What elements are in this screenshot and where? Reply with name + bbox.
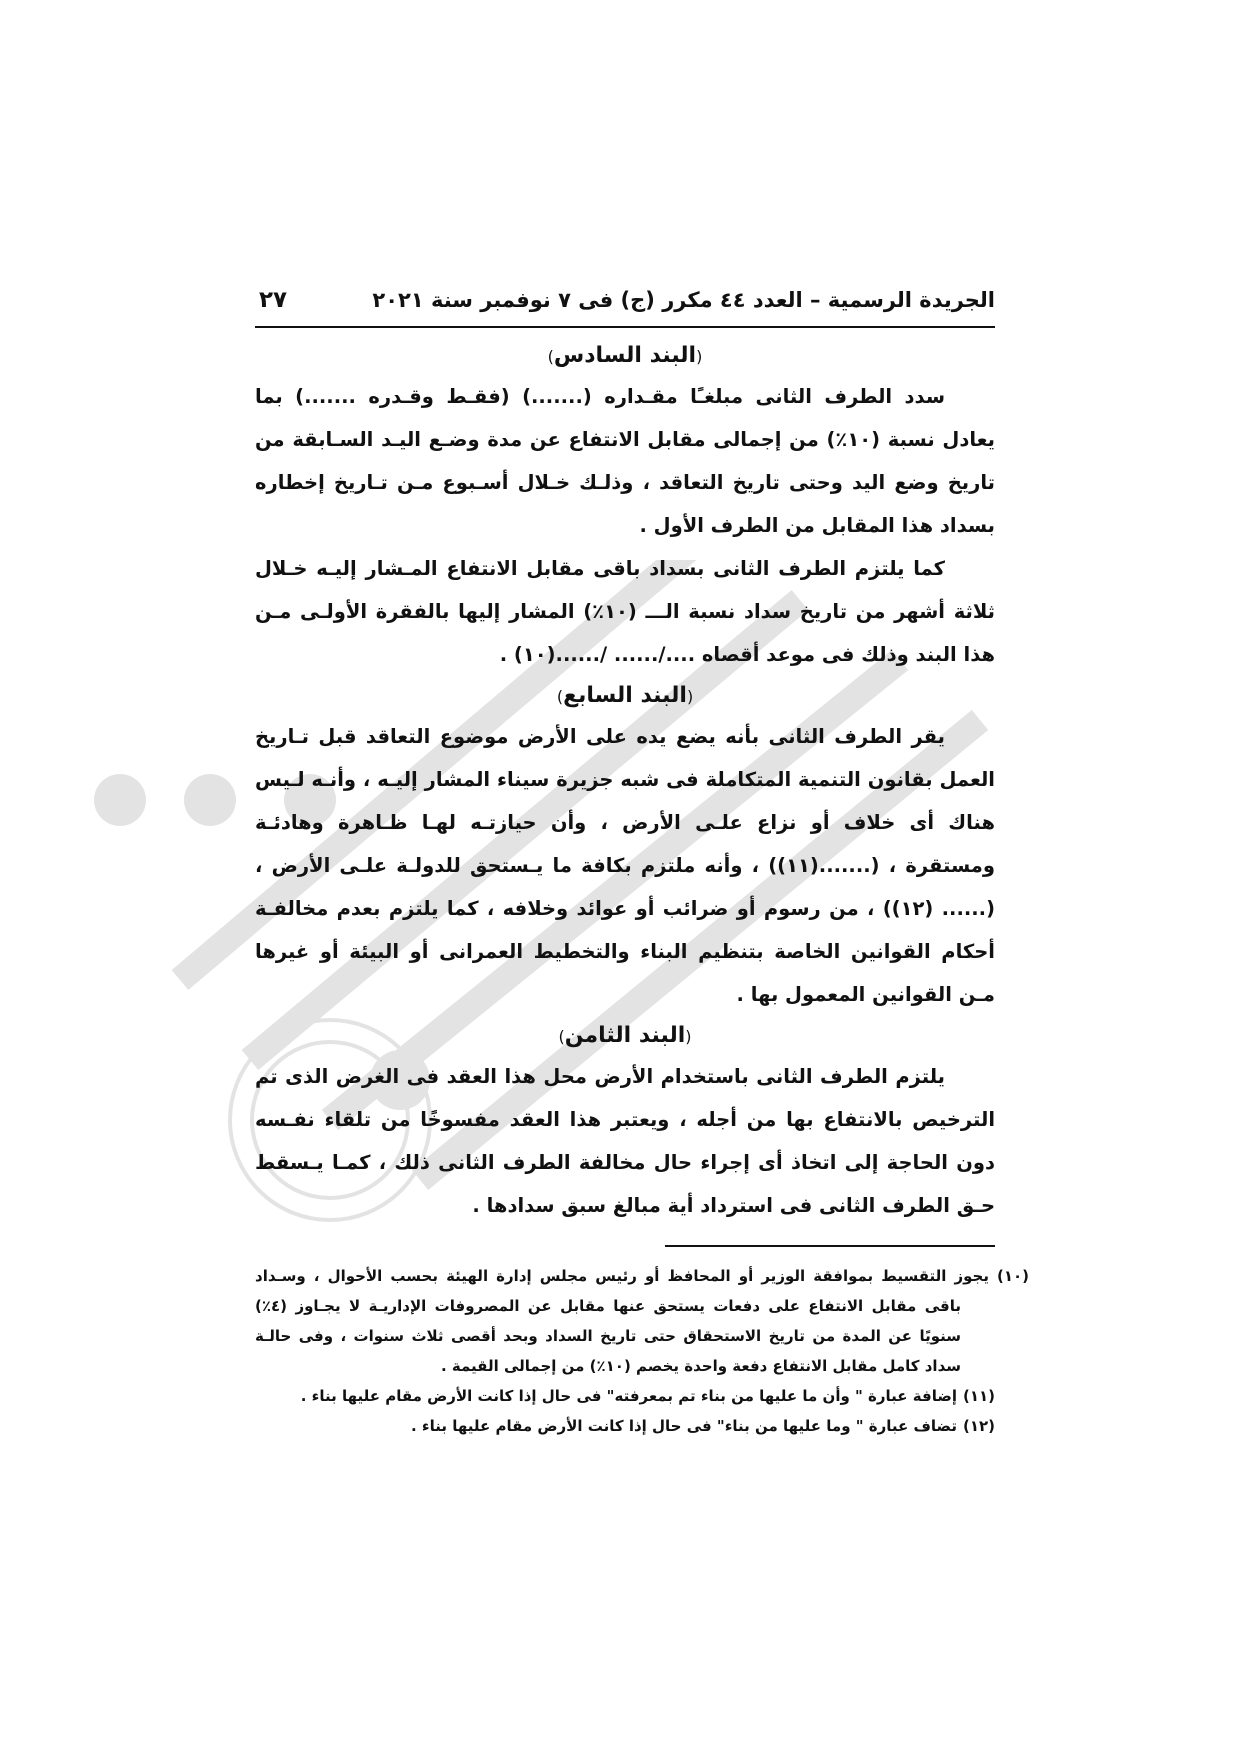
page-number: ٢٧: [259, 287, 288, 313]
section-title: البند الثامن: [564, 1023, 686, 1048]
gazette-title: الجريدة الرسمية – العدد ٤٤ مكرر (ج) فى ٧ نوفمبر سنة ٢٠٢١: [372, 288, 995, 312]
footnote-12: [255, 1411, 995, 1441]
footnote-10: (١٠)يجوز التقسيط بموافقة الوزير أو المحافظ أو رئيس مجلس إدارة الهيئة بحسب الأحوال ، وسـداد باقى مقابل الانتفاع على دفعات يستحق عنها مقابل عن المصروفات الإداريـة لا يجـاوز (٤٪) سنويًا عن المدة من تاريخ الاستحقاق حتى تاريخ السداد وبحد أقصى ثلاث سنوات ، وفى حالـة سداد كامل مقابل الانتفاع دفعة واحدة يخصم (١٠٪) من إجمالى القيمة .: [255, 1267, 1029, 1375]
section-title: البند السادس: [553, 343, 697, 368]
section-7-paragraph-1: يقر الطرف الثانى بأنه يضع يده على الأرض موضوع التعاقد قبل تـاريخ العمل بقانون التنمية المتكاملة فى شبه جزيرة سيناء المشار إليـه ، وأنـه لـيس هناك أى خلاف أو نزاع علـى الأرض ، وأن حيازتـه لهـا ظـاهرة وهادئـة ومستقرة ، (.......(١١)) ، وأنه ملتزم بكافة ما يـستحق للدولـة علـى الأرض ، (...... (١٢)) ، من رسوم أو ضرائب أو عوائد وخلافه ، كما يلتزم بعدم مخالفـة أحكام القوانين الخاصة بتنظيم البناء والتخطيط العمرانى أو البيئة أو غيرها مـن القوانين المعمول بها .: [255, 725, 996, 1006]
header-divider: [255, 326, 995, 328]
footnote-11: [255, 1381, 995, 1411]
footnote-divider: [665, 1245, 995, 1247]
section-heading-7: (البند السابع): [556, 683, 694, 708]
footnote-number: (١٢): [962, 1417, 995, 1435]
section-title: البند السابع: [563, 683, 687, 708]
footnote-text: يجوز التقسيط بموافقة الوزير أو المحافظ أو رئيس مجلس إدارة الهيئة بحسب الأحوال ، وسـداد باقى مقابل الانتفاع على دفعات يستحق عنها مقابل عن المصروفات الإداريـة لا يجـاوز (٤٪) سنويًا عن المدة من تاريخ الاستحقاق حتى تاريخ السداد وبحد أقصى ثلاث سنوات ، وفى حالـة سداد كامل مقابل الانتفاع دفعة واحدة يخصم (١٠٪) من إجمالى القيمة .: [255, 1267, 989, 1375]
section-heading-8: (البند الثامن): [558, 1023, 692, 1048]
footnote-number: (١١): [962, 1387, 995, 1405]
document-page: [255, 280, 1029, 1441]
footnote-text: تضاف عبارة " وما عليها من بناء" فى حال إذا كانت الأرض مقام عليها بناء .: [411, 1417, 957, 1435]
section-heading-6: (البند السادس): [547, 343, 703, 368]
section-6-paragraph-2: كما يلتزم الطرف الثانى بسداد باقى مقابل الانتفاع المـشار إليـه خـلال ثلاثة أشهر من تاريخ سداد نسبة الـــ (١٠٪) المشار إليها بالفقرة الأولـى مـن هذا البند وذلك فى موعد أقصاه ..../...... /......(١٠) .: [255, 557, 995, 666]
section-8-paragraph-1: يلتزم الطرف الثانى باستخدام الأرض محل هذا العقد فى الغرض الذى تم الترخيص بالانتفاع بها من أجله ، ويعتبر هذا العقد مفسوخًا من تلقاء نفـسه دون الحاجة إلى اتخاذ أى إجراء حال مخالفة الطرف الثانى ذلك ، كمـا يـسقط حـق الطرف الثانى فى استرداد أية مبالغ سبق سدادها .: [255, 1065, 995, 1217]
page-header: [255, 280, 995, 320]
section-6-paragraph-1: سدد الطرف الثانى مبلغـًا مقـداره (.......) (فقـط وقـدره .......) بما يعادل نسبة (١٠٪) من إجمالى مقابل الانتفاع عن مدة وضـع اليـد السـابقة من تاريخ وضع اليد وحتى تاريخ التعاقد ، وذلـك خـلال أسـبوع مـن تـاريخ إخطاره بسداد هذا المقابل من الطرف الأول .: [255, 385, 995, 537]
footnote-text: إضافة عبارة " وأن ما عليها من بناء تم بمعرفته" فى حال إذا كانت الأرض مقام عليها بناء .: [300, 1387, 957, 1405]
